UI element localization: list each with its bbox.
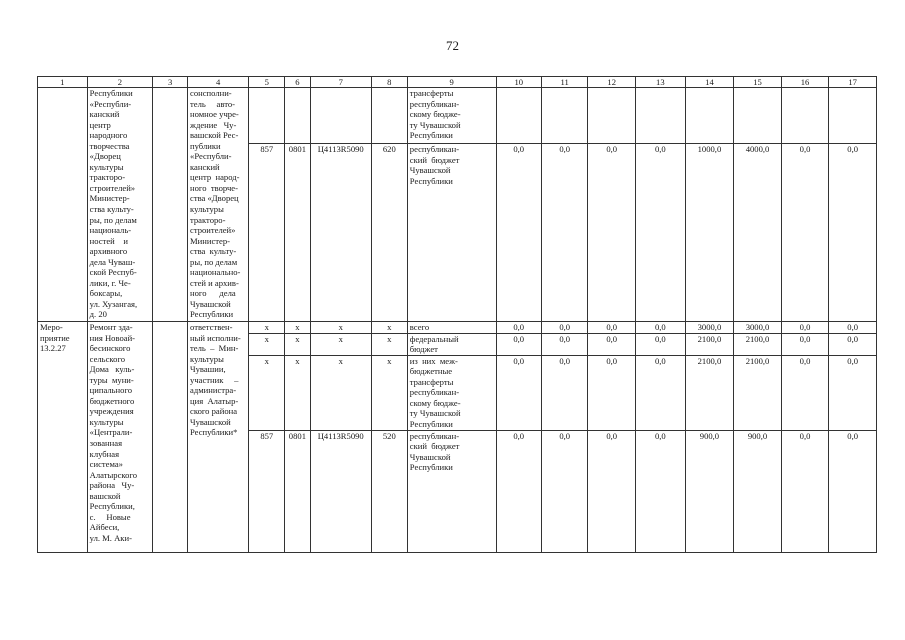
value-cell: 3000,0 [734, 322, 782, 334]
table-row [38, 88, 877, 144]
value-cell: 0,0 [541, 322, 587, 334]
value-cell: 0,0 [588, 144, 636, 322]
col-header: 3 [153, 77, 188, 88]
value-cell: 0,0 [829, 144, 877, 322]
value-cell: 0,0 [781, 333, 829, 355]
value-cell: 0,0 [829, 430, 877, 552]
target-article-cell: Ц4113R5090 [310, 144, 371, 322]
value-cell: 900,0 [734, 430, 782, 552]
value-cell: 2100,0 [734, 355, 782, 430]
column-number-row [38, 77, 877, 88]
grbs-cell: x [249, 355, 285, 430]
expense-type-cell: 520 [371, 430, 407, 552]
funding-source-cell: всего [407, 322, 496, 334]
section-cell: x [285, 333, 310, 355]
value-cell: 0,0 [541, 430, 587, 552]
col-header: 16 [781, 77, 829, 88]
value-cell: 2100,0 [685, 333, 734, 355]
target-article-cell: x [310, 333, 371, 355]
value-cell: 3000,0 [685, 322, 734, 334]
value-cell: 0,0 [635, 144, 685, 322]
grbs-cell: 857 [249, 144, 285, 322]
value-cell: 0,0 [541, 144, 587, 322]
value-cell: 0,0 [588, 322, 636, 334]
value-cell: 0,0 [635, 333, 685, 355]
value-cell: 0,0 [496, 144, 541, 322]
value-cell: 0,0 [781, 322, 829, 334]
col-header: 5 [249, 77, 285, 88]
value-cell: 0,0 [541, 333, 587, 355]
value-cell: 0,0 [781, 430, 829, 552]
funding-source-cell: трансферты республикан- скому бюдже- ту Чувашской Республики [407, 88, 496, 144]
value-cell: 2100,0 [685, 355, 734, 430]
col-header: 8 [371, 77, 407, 88]
value-cell: 0,0 [588, 333, 636, 355]
target-article-cell: x [310, 322, 371, 334]
value-cell: 0,0 [829, 333, 877, 355]
funding-source-cell: республикан- ский бюджет Чувашской Республики [407, 144, 496, 322]
col-header: 12 [588, 77, 636, 88]
col-header: 6 [285, 77, 310, 88]
value-cell: 900,0 [685, 430, 734, 552]
grbs-cell: x [249, 322, 285, 334]
value-cell: 0,0 [829, 355, 877, 430]
expense-type-cell: 620 [371, 144, 407, 322]
col-header: 13 [635, 77, 685, 88]
funding-source-cell: из них меж- бюджетные трансферты республикан- скому бюдже- ту Чувашской Республики [407, 355, 496, 430]
section-cell: 0801 [285, 144, 310, 322]
col-header: 1 [38, 77, 88, 88]
value-cell: 0,0 [588, 355, 636, 430]
value-cell: 0,0 [588, 430, 636, 552]
value-cell: 0,0 [496, 355, 541, 430]
executor-cell: сонсполни- тель авто- номное учре- ждение Чу- вашской Рес- публики «Республи- канский центр народ- ного творче- ства «Дворец культуры тракторо- строителей» Министер- ства культу- ры, по делам национально- стей и архив- ного дела Чувашской Республики [188, 88, 249, 322]
col-header: 17 [829, 77, 877, 88]
value-cell: 0,0 [541, 355, 587, 430]
value-cell: 2100,0 [734, 333, 782, 355]
col-header: 2 [87, 77, 153, 88]
value-cell: 0,0 [635, 322, 685, 334]
expense-type-cell: x [371, 355, 407, 430]
col-header: 14 [685, 77, 734, 88]
target-article-cell: Ц4113R5090 [310, 430, 371, 552]
value-cell: 0,0 [781, 355, 829, 430]
budget-table [37, 76, 877, 553]
grbs-cell: 857 [249, 430, 285, 552]
executor-cell: ответствен- ный исполни- тель – Мин- культуры Чувашии, участник – администра- ция Алатыр- ского района Чувашской Республики* [188, 322, 249, 553]
measure-description-cell: Ремонт зда- ния Новоай- бесинского сельского Дома куль- туры муни- ципального бюджетного учреждения культуры «Централи- зованная клубная система» Алатырского района Чу- вашской Республики, с. Новые Айбеси, ул. М. Аки- [87, 322, 153, 553]
value-cell: 0,0 [496, 333, 541, 355]
table-row [38, 322, 877, 334]
measure-id-cell: Меро- приятие 13.2.27 [38, 322, 88, 553]
col-header: 9 [407, 77, 496, 88]
col-header: 10 [496, 77, 541, 88]
col-header: 15 [734, 77, 782, 88]
col-header: 7 [310, 77, 371, 88]
expense-type-cell: x [371, 322, 407, 334]
value-cell: 0,0 [496, 430, 541, 552]
section-cell: x [285, 322, 310, 334]
grbs-cell: x [249, 333, 285, 355]
value-cell: 0,0 [635, 430, 685, 552]
col-header: 11 [541, 77, 587, 88]
value-cell: 4000,0 [734, 144, 782, 322]
page-number: 72 [446, 38, 459, 53]
section-cell: x [285, 355, 310, 430]
value-cell: 0,0 [829, 322, 877, 334]
institution-cell: Республики «Республи- канский центр народного творчества «Дворец культуры тракторо- строителей» Министер- ства культу- ры, по делам националь- ностей и архивного дела Чуваш- ской Респуб- лики, г. Че- боксары, ул. Хузангая, д. 20 [87, 88, 153, 322]
value-cell: 0,0 [635, 355, 685, 430]
value-cell: 0,0 [781, 144, 829, 322]
funding-source-cell: республикан- ский бюджет Чувашской Республики [407, 430, 496, 552]
section-cell: 0801 [285, 430, 310, 552]
col-header: 4 [188, 77, 249, 88]
value-cell: 1000,0 [685, 144, 734, 322]
funding-source-cell: федеральный бюджет [407, 333, 496, 355]
expense-type-cell: x [371, 333, 407, 355]
target-article-cell: x [310, 355, 371, 430]
value-cell: 0,0 [496, 322, 541, 334]
